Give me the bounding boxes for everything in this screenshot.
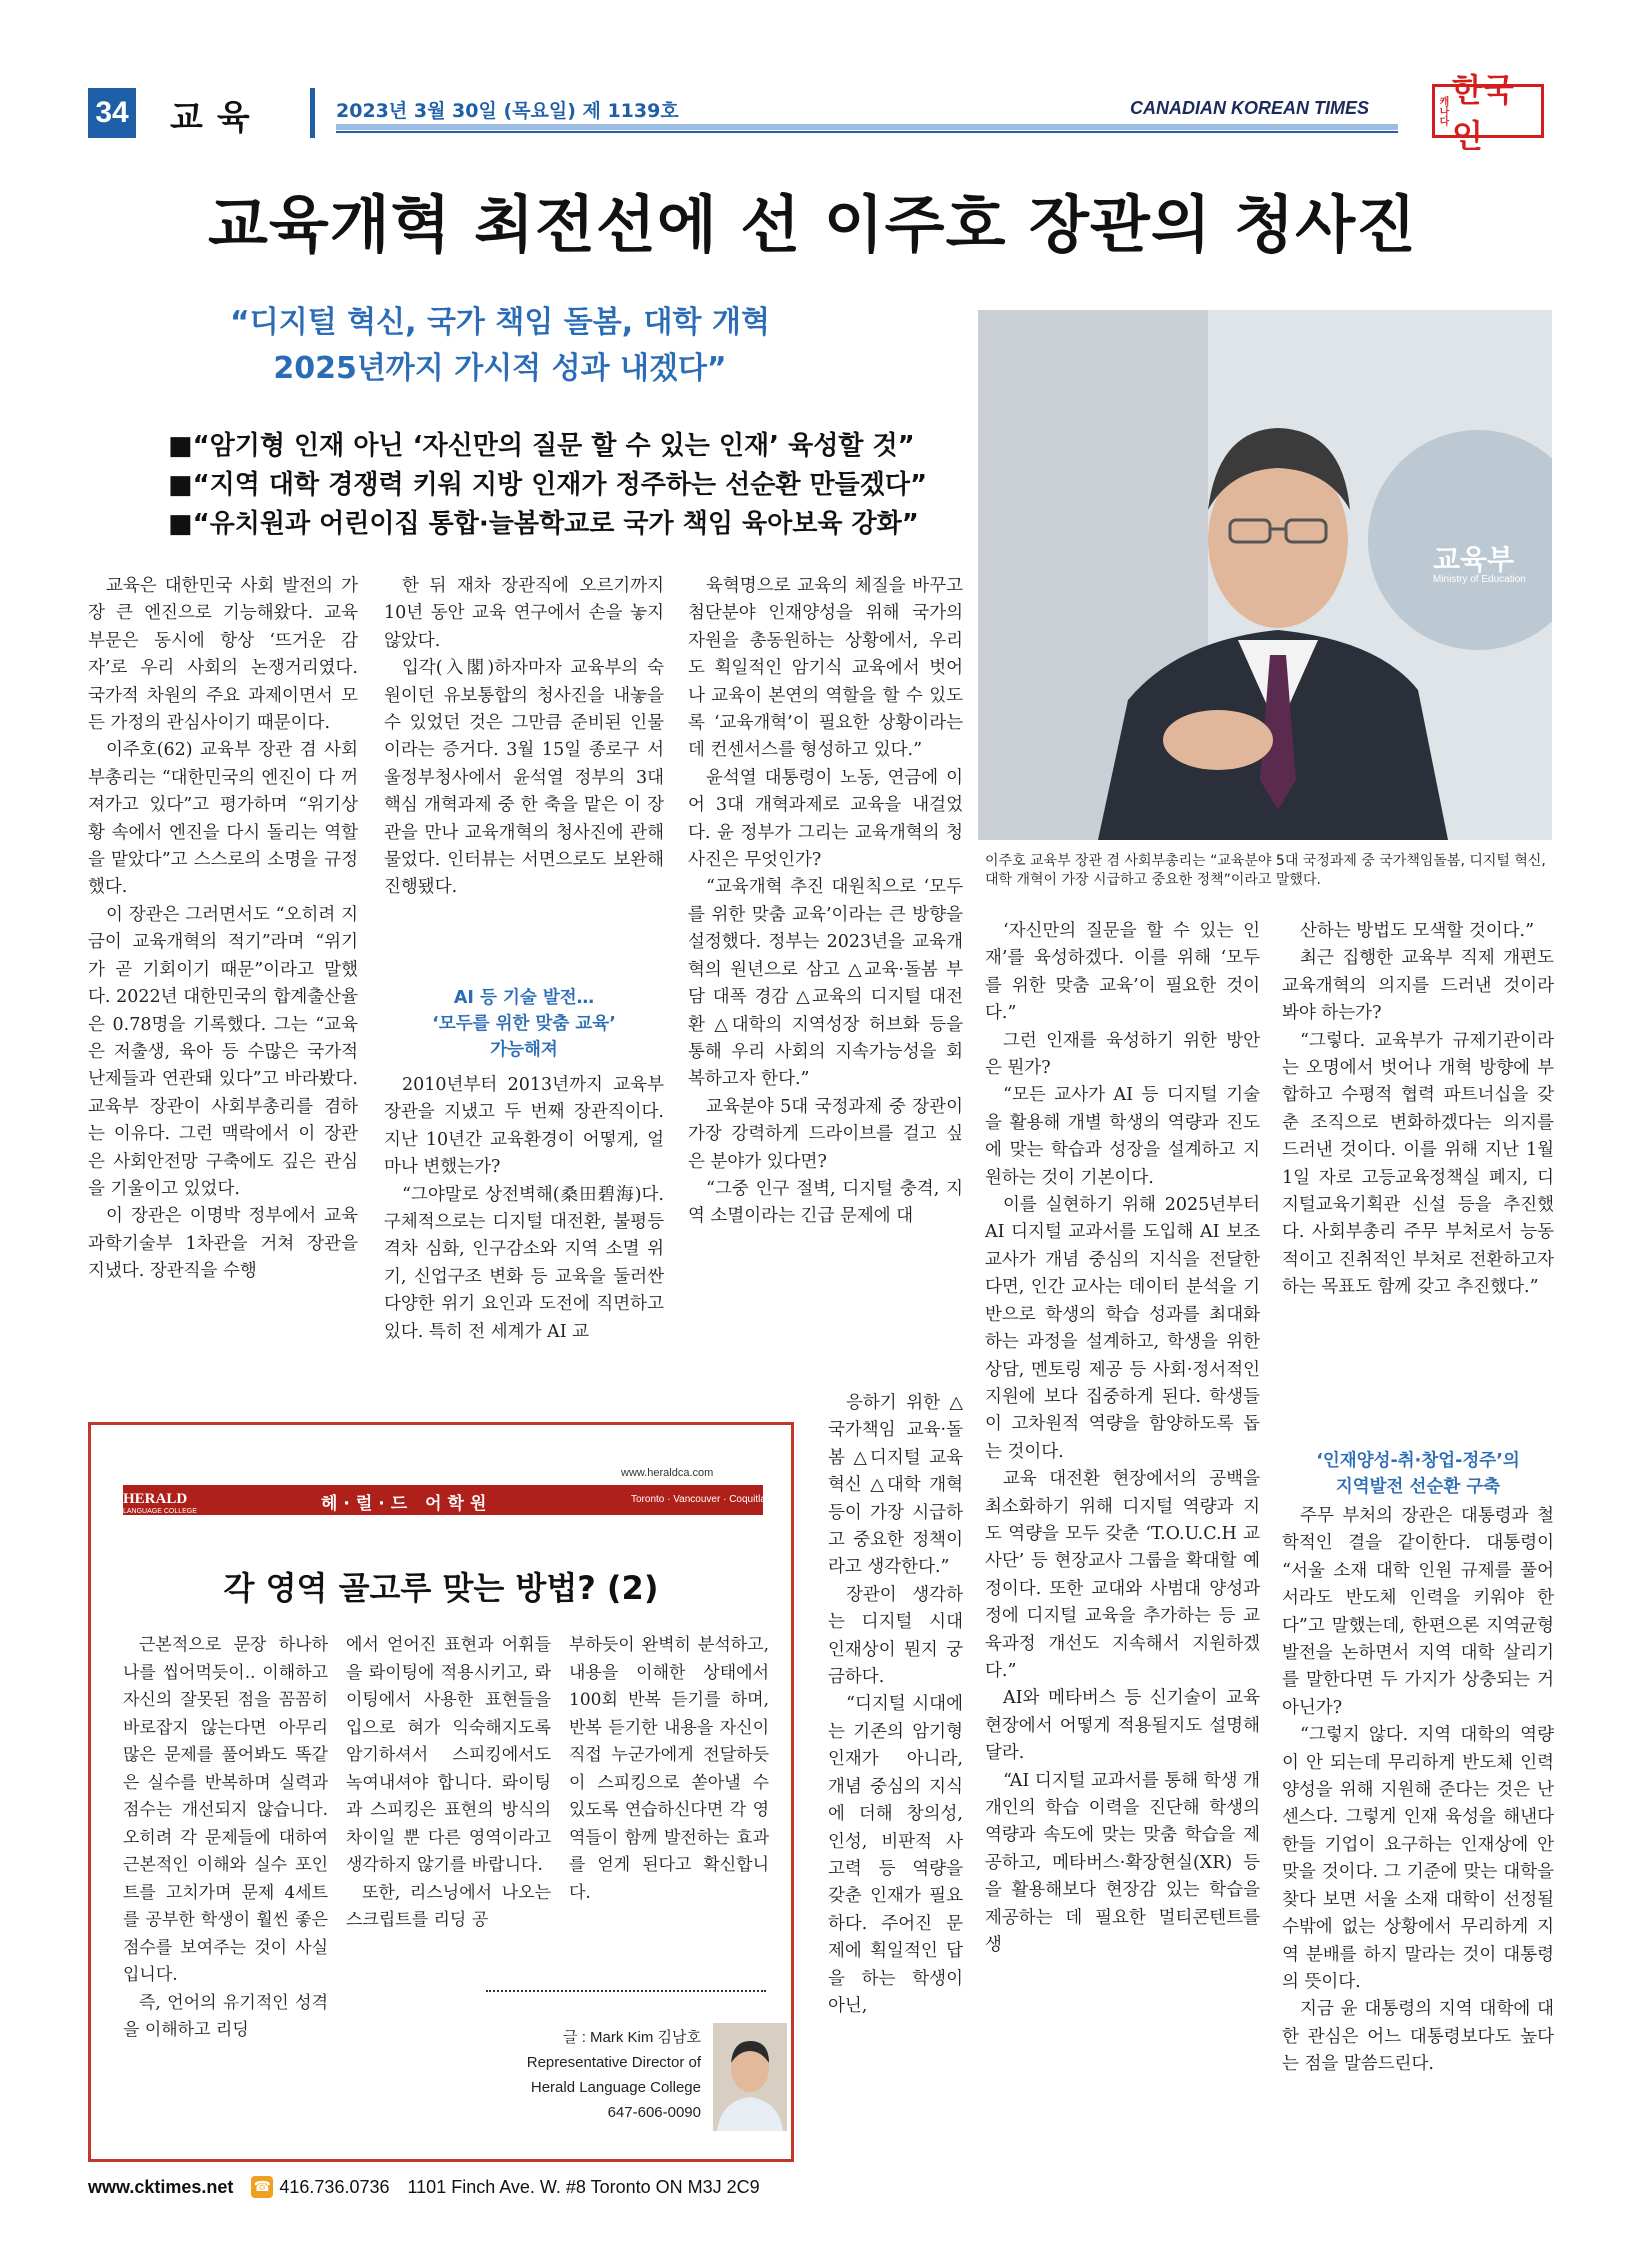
page-footer: [88, 2176, 760, 2198]
paragraph: 또한, 리스닝에서 나오는 스크립트를 리딩 공: [346, 1882, 551, 1930]
ad-locations: Toronto · Vancouver · Coquitlam: [631, 1494, 775, 1505]
paragraph: 이 장관은 그러면서도 “오히려 지금이 교육개혁의 적기”라며 “위기가 곧 기회이기 때문”이라고 말했다. 2022년 대한민국의 합계출산율은 0.78명을 기록했다. 그는 “교육은 저출생, 육아 등 수많은 국가적 난제들과 연관돼 있다”고 바라봤다. 교육부 장관이 사회부총리를 겸하는 이유다. 그런 맥락에서 이 장관은 사회안전망 구축에도 깊은 관심을 기울이고 있었다.: [88, 904, 358, 1199]
header-divider: [310, 88, 315, 138]
article-column-2b: [384, 1072, 664, 1346]
paragraph: 2010년부터 2013년까지 교육부 장관을 지냈고 두 번째 장관직이다. 지난 10년간 교육환경이 어떻게, 얼마나 변했는가?: [384, 1075, 664, 1178]
newspaper-logo[interactable]: [1432, 71, 1544, 155]
ad-author-title: Representative Director of: [526, 2054, 701, 2071]
paragraph: 한 뒤 재차 장관직에 오르기까지 10년 동안 교육 연구에서 손을 놓지 않았다.: [384, 576, 664, 651]
paragraph: “그렇다. 교육부가 규제기관이라는 오명에서 벗어나 개혁 방향에 부합하고 수평적 협력 파트너십을 갖춘 조직으로 변화하겠다는 의지를 드러낸 것이다. 이를 위해 지난 1월 1일 자로 고등교육정책실 폐지, 디지털교육기획관 신설 등을 추진했다. 사회부총리 주무 부처로서 능동적이고 진취적인 부처로 전환하고자 하는 목표도 함께 갖고 추진했다.”: [1282, 1030, 1554, 1298]
footer-phone[interactable]: 416.736.0736: [279, 2176, 390, 2197]
article-column-1: [88, 573, 358, 1286]
paragraph: “그야말로 상전벽해(桑田碧海)다. 구체적으로는 디지털 대전환, 불평등 격차 심화, 인구감소와 지역 소멸 위기, 신업구조 변화 등 교육을 둘러싼 다양한 위기 요인과 도전에 직면하고 있다. 특히 전 세계가 AI 교: [384, 1184, 664, 1342]
phone-icon: ☎: [251, 2176, 273, 2198]
paragraph: “그중 인구 절벽, 디지털 충격, 지역 소멸이라는 긴급 문제에 대: [688, 1178, 963, 1227]
bullet-point: ■“지역 대학 경쟁력 키워 지방 인재가 정주하는 선순환 만들겠다”: [168, 470, 928, 500]
ad-column-3: [569, 1632, 769, 1907]
ad-column-1: [123, 1632, 328, 2045]
advertisement-box: [88, 1422, 794, 2162]
article-headline: 교육개혁 최전선에 선 이주호 장관의 청사진: [208, 188, 1417, 261]
column-subheading: [384, 985, 664, 1063]
paragraph: 주무 부처의 장관은 대통령과 철학적인 결을 같이한다. 대통령이 “서울 소재 대학 인원 규제를 풀어서라도 반도체 인력을 키워야 한다”고 말했는데, 한편으론 지역균형발전을 논하면서 지역 대학 살리기를 말한다면 두 가지가 상충되는 거 아닌가?: [1282, 1506, 1554, 1718]
ad-url[interactable]: www.heraldca.com: [621, 1467, 714, 1479]
header-rule: [336, 124, 1398, 130]
photo-sign-english: Ministry of Education: [1433, 574, 1526, 585]
paragraph: 지금 윤 대통령의 지역 대학에 대한 관심은 어느 대통령보다도 높다는 점을 말씀드린다.: [1282, 1999, 1554, 2075]
paragraph: “디지털 시대에는 기존의 암기형 인재가 아니라, 개념 중심의 지식에 더해 창의성, 인성, 비판적 사고력 등 역량을 갖춘 인재가 필요하다. 주어진 문제에 획일적인 답을 하는 학생이 아닌,: [828, 1694, 963, 2016]
paragraph: 에서 얻어진 표현과 어휘들을 롸이팅에 적용시키고, 롸이팅에서 사용한 표현들을 입으로 혀가 익숙해지도록 암기하셔서 스피킹에서도 녹여내셔야 합니다. 롸이팅과 스피킹은 표현의 방식의 차이일 뿐 다른 영역이라고 생각하지 않기를 바랍니다.: [346, 1635, 551, 1875]
footer-website[interactable]: www.cktimes.net: [88, 2176, 234, 2197]
paragraph: 즉, 언어의 유기적인 성격을 이해하고 리딩: [123, 1992, 328, 2040]
minister-photo: [978, 310, 1552, 840]
article-column-5b: [1282, 1503, 1554, 2079]
ad-school-name: 헤·럴·드 어학원: [321, 1494, 493, 1514]
author-portrait: [713, 2023, 787, 2131]
ad-author-org: Herald Language College: [530, 2079, 701, 2096]
paragraph: 교육 대전환 현장에서의 공백을 최소화하기 위해 디지털 역량과 지도 역량을 모두 갖춘 ‘T.O.U.C.H 교사단’ 등 현장교사 그룹을 확대할 예정이다. 또한 교대와 사범대 양성과정에 디지털 교육을 추가하는 등 교육과정 개선도 지속해서 지원하겠다.”: [985, 1469, 1260, 1681]
section-title: 교육: [170, 98, 264, 138]
logo-side-text: 캐나다: [1437, 96, 1448, 126]
paragraph: 입각(入閣)하자마자 교육부의 숙원이던 유보통합의 청사진을 내놓을 수 있었던 것은 그만큼 준비된 인물이라는 증거다. 3월 15일 종로구 서울정부청사에서 윤석열 정부의 3대 핵심 개혁과제 중 한 축을 맡은 이 장관을 만나 교육개혁의 청사진에 관해 물었다. 인터뷰는 서면으로도 보완해 진행됐다.: [384, 658, 664, 898]
paragraph: 응하기 위한 △국가책임 교육·돌봄 △디지털 교육혁신 △대학 개혁 등이 가장 시급하고 중요한 정책이라고 생각한다.”: [828, 1393, 963, 1578]
ad-author: 글 : Mark Kim 김남호: [563, 2029, 701, 2046]
author-photo: [713, 2023, 787, 2131]
paragraph: “모든 교사가 AI 등 디지털 기술을 활용해 개별 학생의 역량과 진도에 맞는 학습과 성장을 설계하고 지원하는 것이 기본이다.: [985, 1085, 1260, 1188]
footer-phone-group: [251, 2176, 389, 2198]
article-column-5: [1282, 918, 1554, 1302]
ad-column-2: [346, 1632, 551, 1935]
bullet-point: ■“암기형 인재 아닌 ‘자신만의 질문 할 수 있는 인재’ 육성할 것”: [168, 431, 915, 461]
article-column-2: [384, 573, 664, 902]
subheading-line: 지역발전 선순환 구축: [1335, 1477, 1501, 1497]
paragraph: AI와 메타버스 등 신기술이 교육 현장에서 어떻게 적용될지도 설명해달라.: [985, 1688, 1260, 1764]
paragraph: 최근 집행한 교육부 직제 개편도 교육개혁의 의지를 드러낸 것이라 봐야 하는가?: [1282, 948, 1554, 1024]
paragraph: “AI 디지털 교과서를 통해 학생 개개인의 학습 이력을 진단해 학생의 역량과 속도에 맞는 맞춤 학습을 제공하고, 메타버스·확장현실(XR) 등을 활용해보다 현장감 있는 학습을 제공하는 데 필요한 멀티콘텐트를 생: [985, 1770, 1260, 1956]
ad-signature: [471, 2025, 701, 2125]
logo-main-text: 한국인: [1452, 71, 1514, 155]
bullet-point: ■“유치원과 어린이집 통합·늘봄학교로 국가 책임 육아보육 강화”: [168, 509, 919, 539]
page-number: 34: [88, 88, 136, 138]
footer-address: 1101 Finch Ave. W. #8 Toronto ON M3J 2C9: [407, 2176, 760, 2197]
article-column-3: [688, 573, 963, 1231]
issue-date: 2023년 3월 30일 (목요일) 제 1139호: [336, 100, 679, 122]
ad-phone[interactable]: 647-606-0090: [607, 2104, 701, 2121]
ad-logo: [123, 1491, 197, 1515]
ad-title: 각 영역 골고루 맞는 방법? (2): [223, 1569, 659, 1607]
subheadline-line-2: 2025년까지 가시적 성과 내겠다”: [273, 351, 727, 386]
paragraph: ‘자신만의 질문을 할 수 있는 인재’를 육성하겠다. 이를 위해 ‘모두를 위한 맞춤 교육’이 필요한 것이다.”: [985, 921, 1260, 1024]
paragraph: 육혁명으로 교육의 체질을 바꾸고 첨단분야 인재양성을 위해 국가의 자원을 총동원하는 상황에서, 우리도 획일적인 암기식 교육에서 벗어나 교육이 본연의 역할을 할 수 있도록 ‘교육개혁’이 필요한 상황이라는 데 컨센서스를 형성하고 있다.”: [688, 576, 963, 761]
paragraph: 근본적으로 문장 하나하나를 씹어먹듯이.. 이해하고 자신의 잘못된 점을 꼼꼼히 바로잡지 않는다면 아무리 많은 문제를 풀어봐도 똑같은 실수를 반복하며 실력과 점수는 개선되지 않습니다. 오히려 각 문제들에 대하여 근본적인 이해와 실수 포인트를 고치가며 문제 4세트를 공부한 학생이 훨씬 좋은 점수를 보여주는 것이 사실입니다.: [123, 1635, 328, 1985]
photo-sign-text: 교육부: [1433, 543, 1515, 576]
ad-logo-text: HERALD: [123, 1491, 188, 1507]
paragraph: 산하는 방법도 모색할 것이다.”: [1300, 921, 1535, 941]
ad-logo-sub: LANGUAGE COLLEGE: [123, 1508, 197, 1515]
paragraph: “그렇지 않다. 지역 대학의 역량이 안 되는데 무리하게 반도체 인력 양성을 위해 지원해 준다는 것은 난센스다. 그렇게 인재 육성을 해낸다 한들 기업이 요구하는 인재상에 안 맞을 것이다. 그 기준에 맞는 대학을 찾다 보면 서울 소재 대학이 선정될 수밖에 없는 상황에서 무리하게 지역 분배를 하지 말라는 것이 대통령의 뜻이다.: [1282, 1725, 1554, 1992]
subheading-line: ‘모두를 위한 맞춤 교육’: [432, 1014, 616, 1034]
subheadline-line-1: “디지털 혁신, 국가 책임 돌봄, 대학 개혁: [230, 305, 770, 340]
photo-caption: 이주호 교육부 장관 겸 사회부총리는 “교육분야 5대 국정과제 중 국가책임돌봄, 디지털 혁신, 대학 개혁이 가장 시급하고 중요한 정책”이라고 말했다.: [985, 853, 1546, 888]
paragraph: 이주호(62) 교육부 장관 겸 사회부총리는 “대한민국의 엔진이 다 꺼져가고 있다”고 평가하며 “위기상황 속에서 엔진을 다시 돌리는 역할을 맡았다”고 스스로의 소명을 규정했다.: [88, 740, 358, 898]
publication-name: CANADIAN KOREAN TIMES: [1130, 98, 1370, 118]
subheading-line: ‘인재양성-취·창업-정주’의: [1316, 1451, 1520, 1471]
paragraph: 장관이 생각하는 디지털 시대 인재상이 뭔지 궁금하다.: [828, 1584, 963, 1688]
paragraph: 이 장관은 이명박 정부에서 교육과학기술부 1차관을 거쳐 장관을 지냈다. 장관직을 수행: [88, 1206, 358, 1282]
header-rule-dark: [336, 131, 1398, 133]
article-subheadline: [150, 300, 850, 392]
paragraph: 교육은 대한민국 사회 발전의 가장 큰 엔진으로 기능해왔다. 교육 부문은 동시에 항상 ‘뜨거운 감자’로 우리 사회의 논쟁거리였다. 국가적 차원의 주요 과제이면서 모든 가정의 관심사이기 때문이다.: [88, 576, 358, 734]
ad-signature-divider: [486, 1990, 766, 1992]
column-subheading: [1282, 1448, 1554, 1500]
article-column-3b: [828, 1390, 963, 2020]
paragraph: “교육개혁 추진 대원칙으로 ‘모두를 위한 맞춤 교육’이라는 큰 방향을 설정했다. 정부는 2023년을 교육개혁의 원년으로 삼고 △교육·돌봄 부담 대폭 경감 △교육의 디지털 대전환 △대학의 지역성장 허브화 등을 통해 우리 사회의 지속가능성을 회복하고자 한다.”: [688, 877, 963, 1090]
subheading-line: AI 등 기술 발전…: [453, 988, 595, 1008]
paragraph: 이를 실현하기 위해 2025년부터 AI 디지털 교과서를 도입해 AI 보조교사가 개념 중심의 지식을 전달한다면, 인간 교사는 데이터 분석을 기반으로 학생의 학습 성과를 최대화하는 과정을 설계하고, 학생을 위한 상담, 멘토링 제공 등 사회·정서적인 지원에 보다 집중하게 된다. 학생들이 고차원적 역량을 함양하도록 돕는 것이다.: [985, 1195, 1260, 1462]
paragraph: 부하듯이 완벽히 분석하고, 내용을 이해한 상태에서 100회 반복 듣기를 하며, 반복 듣기한 내용을 자신이 직접 누군가에게 전달하듯이 스피킹으로 쏟아낼 수 있도록 연습하신다면 각 영역들이 함께 발전하는 효과를 얻게 된다고 확신합니다.: [569, 1635, 769, 1903]
paragraph: 교육분야 5대 국정과제 중 장관이 가장 강력하게 드라이브를 걸고 싶은 분야가 있다면?: [688, 1096, 963, 1172]
article-column-4: [985, 918, 1260, 1959]
subheading-line: 가능해져: [490, 1040, 558, 1060]
paragraph: 윤석열 대통령이 노동, 연금에 이어 3대 개혁과제로 교육을 내걸었다. 윤 정부가 그리는 교육개혁의 청사진은 무엇인가?: [688, 767, 963, 871]
paragraph: 그런 인재를 육성하기 위한 방안은 뭔가?: [985, 1030, 1260, 1079]
